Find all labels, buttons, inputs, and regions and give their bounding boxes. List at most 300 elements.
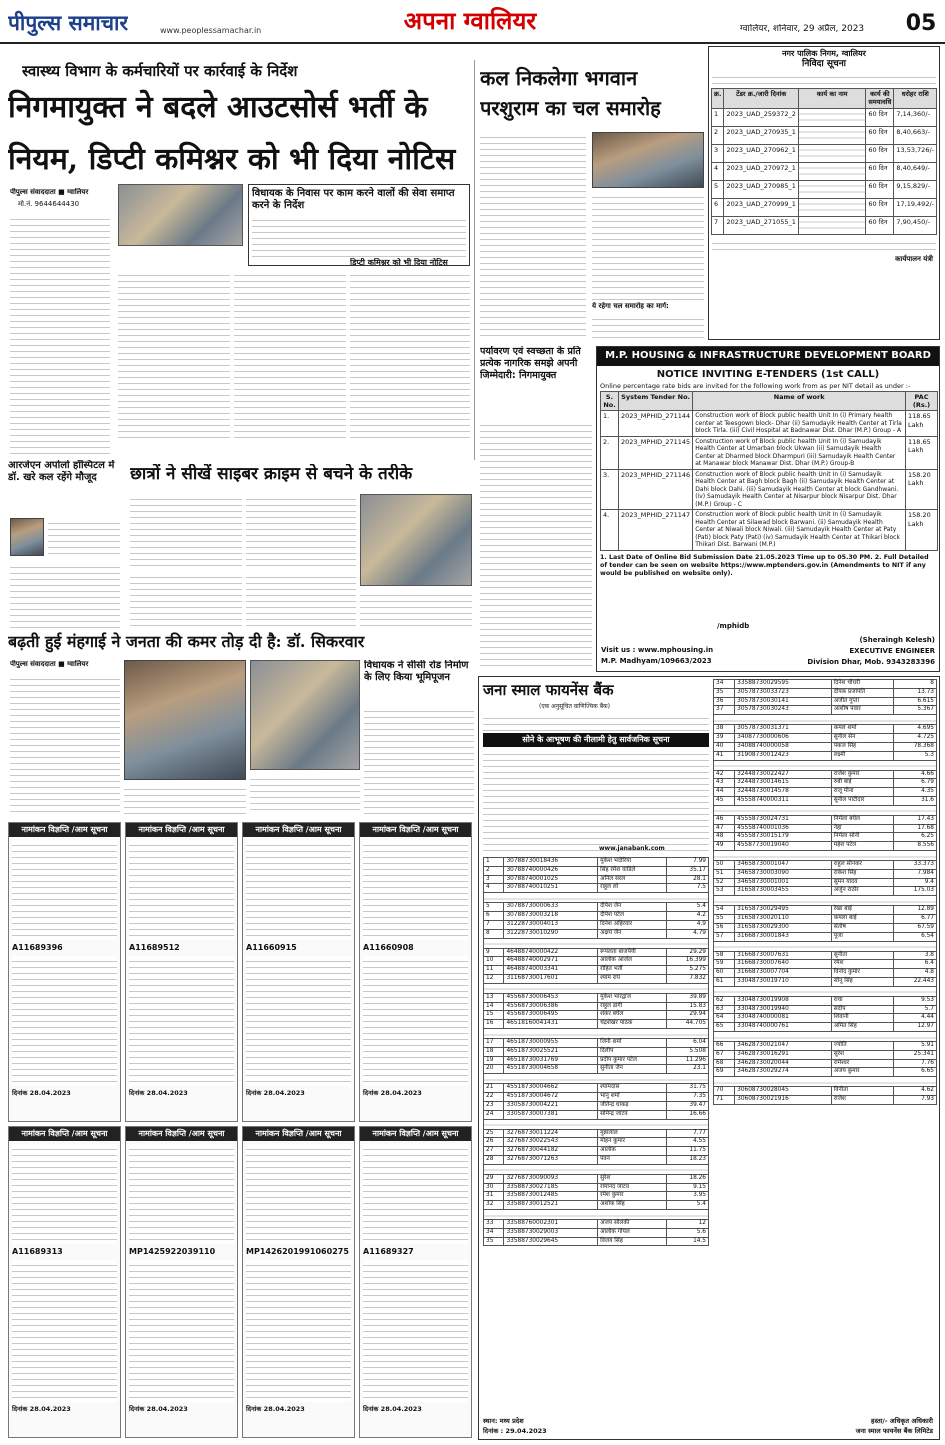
jana-cell: राजेश कुमार [831,770,893,779]
jana-row [714,869,937,878]
jana-cell: 7.5 [667,884,709,893]
jana-cell: 46488740003341 [504,966,598,975]
tender-cell: 7,14,360/- [894,108,937,126]
classified-title: नामांकन विज्ञप्ति /आम सूचना [9,1127,120,1141]
environment-body [480,420,592,670]
jana-cell: 45558740000311 [735,796,832,805]
parshuram-route-subhead: ये रहेगा चल समारोह का मार्ग: [592,302,669,310]
jana-branch-row [714,851,937,861]
jana-branch-row [714,896,937,906]
jana-cell: 45 [714,796,735,805]
jana-cell: 38 [714,725,735,734]
jana-cell: 61 [714,977,735,986]
tender-cell: 7 [712,216,724,234]
classified-body [129,1260,234,1402]
jana-cell: निर्मला सोनी [831,833,893,842]
jana-row [484,1220,709,1229]
jana-cell: 18.23 [667,1155,709,1164]
mphidb-cell: 158.20 Lakh [906,510,938,551]
jana-cell: रेखा बाई [831,906,893,915]
mphidb-row [601,469,938,510]
jana-branch-address [714,1032,937,1042]
mphidb-row [601,436,938,469]
tender-row [712,216,937,234]
apollo-headline: आरजेएन अपोलो हॉस्पिटल में डॉ. खरे कल रहेंगे मौजूद [8,460,115,483]
jana-row [714,1096,937,1105]
jana-website[interactable]: www.janabank.com [599,845,665,852]
jana-cell: 33588730012485 [504,1192,598,1201]
jana-row [714,680,937,689]
mphidb-footer: 1. Last Date of Online Bid Submission Date 21.05.2023 Time up to 05.30 PM. 2. Full Detailed of tender can be seen on website https://www.mptenders.gov.in (Amendments to NIT if any would be published on website only). [600,553,929,577]
page-number: 05 [902,10,940,38]
jana-cell: 8 [484,929,504,938]
jana-cell: 6.04 [667,1039,709,1048]
jana-row [714,751,937,760]
jana-cell: 30788730003218 [504,912,598,921]
classified-notice [125,822,238,1122]
jana-row [484,1093,709,1102]
jana-row [714,770,937,779]
jana-cell: श्यामदास [598,1084,667,1093]
jana-cell: कमला बाई [831,915,893,924]
jana-cell: 48 [714,833,735,842]
classified-notice [242,822,355,1122]
tender-notice-table [711,88,937,234]
jana-row [484,1101,709,1110]
classified-reference: A11689396 [12,943,63,952]
environment-headline: पर्यावरण एवं स्वच्छता के प्रति प्रत्येक नागरिक समझे अपनी जिम्मेदारी: निगमायुक्त [480,346,581,381]
jana-cell: 6.25 [893,833,936,842]
lead-kicker: स्वास्थ्य विभाग के कर्मचारियों पर कार्रवाई के निर्देश [22,62,298,80]
jana-branch-row [484,938,709,948]
tender-cell: 60 दिन [866,198,894,216]
apollo-body-b [10,562,120,632]
classified-reference: A11660908 [363,943,414,952]
jana-cell: आलोक [598,1147,667,1156]
jana-cell: 31228730010290 [504,929,598,938]
jana-cell: 14 [484,1002,504,1011]
road-photo [250,660,360,770]
jana-cell: 34628730021047 [735,1042,832,1051]
jana-cell: 9.15 [667,1183,709,1192]
jana-branch-address [714,805,937,815]
jana-cell: 45568730006453 [504,993,598,1002]
jana-cell: 69 [714,1068,735,1077]
tender-th-no: टेंडर क्र./जारी दिनांक [724,89,798,108]
jana-branch-row [714,986,937,996]
classified-date: दिनांक 28.04.2023 [12,1405,71,1413]
masthead-url[interactable]: www.peoplessamachar.in [160,26,262,35]
jana-cell: 34628730029274 [735,1068,832,1077]
jana-cell: 6.65 [893,1068,936,1077]
tender-cell: 2023_UAD_270962_1 [724,144,798,162]
tender-notice-intro [712,72,936,86]
jana-branch-row [484,893,709,903]
road-caption [250,774,360,814]
tender-row [712,144,937,162]
lead-mobile: मो.नं. 9644644430 [18,200,80,208]
tender-cell: 1 [712,108,724,126]
jana-cell: 5.6 [667,1228,709,1237]
parshuram-body-col2 [592,192,704,304]
jana-branch-row [714,760,937,770]
jana-cell: रमेश [831,960,893,969]
jana-cell: 7.832 [667,974,709,983]
jana-cell: 30608730028045 [735,1087,832,1096]
jana-cell: 4.2 [667,912,709,921]
jana-cell: 29 [484,1174,504,1183]
jana-branch-row [714,941,937,951]
jana-branch-address [484,893,709,903]
jana-cell: शिवानी [831,1014,893,1023]
jana-row [714,1042,937,1051]
jana-cell: 6.79 [893,779,936,788]
tender-cell: 2023_UAD_259372_2 [724,108,798,126]
jana-row [714,969,937,978]
mphidb-cell: Construction work of Block public health Unit In (i) Samudayik Health Center at Silawad block Barwani. (ii) Samudayik Health Center at Niwali block Niwali. (iii) Samudayik Health Center at Paty (Pati) block Paty (Pati) (iv) Samudayik Health Center at Thikari block Thikari Dist. Barwani (M.P.) [693,510,906,551]
jana-row [484,920,709,929]
jana-cell: 6 [484,912,504,921]
jana-cell: 46518730000955 [504,1039,598,1048]
jana-cell: रोहित भर्ती [598,966,667,975]
jana-cell: 45587730019040 [735,842,832,851]
jana-row [714,1050,937,1059]
tender-cell: 8,40,663/- [894,126,937,144]
classified-title: नामांकन विज्ञप्ति /आम सूचना [243,823,354,837]
jana-cell: 32768730044182 [504,1147,598,1156]
jana-footer-date: दिनांक : 29.04.2023 [483,1426,547,1435]
jana-row [714,906,937,915]
jana-cell: 46518160041431 [504,1020,598,1029]
jana-cell: 17.43 [893,815,936,824]
jana-cell: रामानंद जाटव [598,1183,667,1192]
jana-cell: 13.73 [893,688,936,697]
jana-cell: 16.399 [667,957,709,966]
jana-cell: 4.8 [893,969,936,978]
jana-cell: पवन [598,1155,667,1164]
classified-date: दिनांक 28.04.2023 [246,1405,305,1413]
jana-branch-address [484,1029,709,1039]
jana-cell: 4.9 [667,920,709,929]
inflation-byline: पीपुल्स संवाददाता ■ ग्वालियर [10,660,89,668]
jana-cell: 32448730022427 [735,770,832,779]
jana-cell: 19 [484,1056,504,1065]
jana-cell: 34 [484,1228,504,1237]
jana-cell: सोनू सिंह [831,977,893,986]
jana-cell: अजय कुमार [831,1068,893,1077]
inflation-caption [124,784,246,814]
jana-cell: 30788740000426 [504,866,598,875]
jana-cell: 34658730003090 [735,869,832,878]
jana-row [484,948,709,957]
tender-notice-footer [712,238,936,252]
cyber-headline: छात्रों ने सीखें साइबर क्राइम से बचने के तरीके [130,464,413,484]
jana-cell: 45518730004662 [504,1084,598,1093]
tender-work-cell [798,126,865,144]
road-body [364,706,474,814]
jana-cell: 6.54 [893,932,936,941]
jana-cell: 2 [484,866,504,875]
mphidb-sign-div: Division Dhar, Mob. 9343283396 [807,658,935,667]
jana-row [714,932,937,941]
classified-body [363,1260,468,1402]
jana-cell: 33588730012521 [504,1201,598,1210]
jana-cell: 46 [714,815,735,824]
jana-cell: नेहा [831,824,893,833]
jana-cell: 63 [714,1005,735,1014]
jana-cell: 25 [484,1129,504,1138]
jana-cell: 1 [484,858,504,867]
jana-cell: मुन्नालाल [598,1129,667,1138]
road-headline: विधायक ने सीसी रोड निर्माण के लिए किया भूमिपूजन [364,660,469,683]
classified-date: दिनांक 28.04.2023 [363,1089,422,1097]
jana-cell: 4.35 [893,788,936,797]
jana-cell: सोमेन्द्र जाटव [598,1110,667,1119]
jana-row [484,957,709,966]
classified-notice [359,822,472,1122]
jana-cell: दीपेश जैन [598,903,667,912]
tender-notice-signature: कार्यपालन यंत्री [895,254,933,263]
jana-left-table [483,857,709,1246]
classifieds-row-1 [8,822,474,1122]
jana-row [714,977,937,986]
jana-cell: 52 [714,878,735,887]
jana-row [484,1183,709,1192]
jana-row [714,706,937,715]
jana-cell: 33058730004221 [504,1101,598,1110]
jana-cell: 44.705 [667,1020,709,1029]
jana-row [714,697,937,706]
mphidb-cell: 1. [601,411,619,437]
mphidb-cell: 118.65 Lakh [906,411,938,437]
mphidb-sign-title: EXECUTIVE ENGINEER [849,647,935,656]
jana-cell: 31668730007631 [735,951,832,960]
classified-title: नामांकन विज्ञप्ति /आम सूचना [126,823,237,837]
tender-notice-org: नगर पालिक निगम, ग्वालियर [782,49,866,58]
tender-th-emd: धरोहर राशि [894,89,937,108]
jana-cell: 36 [714,697,735,706]
jana-cell: 175.03 [893,887,936,896]
mphidb-table [600,391,938,551]
jana-cell: 30788740010251 [504,884,598,893]
jana-row [484,1228,709,1237]
jana-cell: 23.1 [667,1065,709,1074]
classified-body [129,840,234,940]
jana-cell: राधा [831,996,893,1005]
jana-row [714,923,937,932]
lead-body-col1 [10,214,110,454]
jana-cell: 42 [714,770,735,779]
jana-bank-name: जना स्माल फायनेंस बैंक [483,681,614,699]
classified-date: दिनांक 28.04.2023 [129,1089,188,1097]
tender-work-cell [798,162,865,180]
tender-cell: 7,90,450/- [894,216,937,234]
jana-cell: 33048740000761 [735,1023,832,1032]
jana-cell: 33048730019908 [735,996,832,1005]
jana-branch-row [484,983,709,993]
jana-cell: 31.6 [893,796,936,805]
jana-cell: सुनीता जैन [598,1065,667,1074]
jana-cell: 5.275 [667,966,709,975]
jana-branch-address [714,986,937,996]
jana-cell: 5.91 [893,1042,936,1051]
jana-cell: 33048740000081 [735,1014,832,1023]
mphidb-handle[interactable]: /mphidb [717,622,750,631]
masthead [0,0,945,44]
classifieds-row-2 [8,1126,474,1438]
jana-branch-address [714,941,937,951]
jana-row [484,912,709,921]
classified-title: नामांकन विज्ञप्ति /आम सूचना [9,823,120,837]
jana-bank-address [483,713,709,731]
parshuram-body-col1 [480,132,586,340]
tender-cell: 2023_UAD_270972_1 [724,162,798,180]
jana-cell: 5.7 [893,1005,936,1014]
jana-row [484,966,709,975]
jana-footer-sign: हस्ता/- अधिकृत अधिकारी [871,1416,933,1425]
jana-cell: 45568730006386 [504,1002,598,1011]
mphidb-visit[interactable]: Visit us : www.mphousing.in [601,646,714,655]
jana-cell: 23 [484,1101,504,1110]
jana-cell: पंकज सिंह [831,742,893,751]
parshuram-photo [592,132,704,188]
tender-cell: 60 दिन [866,216,894,234]
jana-row [484,903,709,912]
jana-cell: 47 [714,824,735,833]
jana-cell: 34628730020044 [735,1059,832,1068]
jana-row [484,1002,709,1011]
jana-cell: 32448730014615 [735,779,832,788]
jana-cell: 7.93 [893,1096,936,1105]
jana-row [714,1068,937,1077]
jana-cell: 33588730029003 [504,1228,598,1237]
jana-cell: अजय सोलंकी [598,1220,667,1229]
jana-cell: 3.8 [893,951,936,960]
jana-cell: 26 [484,1138,504,1147]
jana-cell: 30788740001025 [504,875,598,884]
tender-work-cell [798,144,865,162]
jana-row [484,1011,709,1020]
lead-body-col2 [118,270,230,438]
jana-branch-address [484,1074,709,1084]
mphidb-cell: 4. [601,510,619,551]
jana-cell: 59 [714,960,735,969]
jana-branch-row [484,1164,709,1174]
jana-cell: विनोद कुमार [831,969,893,978]
jana-row [714,742,937,751]
jana-row [484,1129,709,1138]
jana-cell: 55 [714,915,735,924]
tender-cell: 60 दिन [866,180,894,198]
jana-cell: 37 [714,706,735,715]
parshuram-headline-2: परशुराम का चल समारोह [480,96,661,120]
classified-body [129,956,234,1086]
jana-cell: 30578730031371 [735,725,832,734]
jana-cell: 28 [484,1155,504,1164]
jana-row [714,734,937,743]
jana-cell: 33.373 [893,861,936,870]
jana-cell: 34658730001001 [735,878,832,887]
jana-cell: श्याम राय [598,974,667,983]
lead-photo [118,184,243,246]
jana-cell: 31668730007640 [735,960,832,969]
jana-branch-row [484,1210,709,1220]
jana-cell: दिलीप [598,1047,667,1056]
jana-cell: 70 [714,1087,735,1096]
jana-cell: 45518730004658 [504,1065,598,1074]
jana-cell: 30788730018436 [504,858,598,867]
classified-body [129,1144,234,1244]
jana-cell: 28.1 [667,875,709,884]
jana-cell: 4.66 [893,770,936,779]
jana-cell: 32768730011224 [504,1129,598,1138]
jana-cell: 33588760002301 [504,1220,598,1229]
lead-headline-1: निगमायुक्त ने बदले आउटसोर्स भर्ती के [8,90,428,125]
jana-cell: 45568730006495 [504,1011,598,1020]
jana-branch-address [484,1164,709,1174]
jana-cell: 9.4 [893,878,936,887]
masthead-date: ग्वालियर, शनिवार, 29 अप्रैल, 2023 [740,24,865,34]
tender-work-cell [798,216,865,234]
jana-cell: 22 [484,1093,504,1102]
jana-cell: 30 [484,1183,504,1192]
jana-cell: 33588730027185 [504,1183,598,1192]
jana-cell: सुनीता [831,951,893,960]
jana-cell: 9 [484,948,504,957]
jana-cell: 4.62 [893,1087,936,1096]
classified-body [12,840,117,940]
jana-bank-subtitle: (एक अनुसूचित वाणिज्यिक बैंक) [539,703,610,710]
classified-date: दिनांक 28.04.2023 [129,1405,188,1413]
jana-row [714,960,937,969]
tender-cell: 4 [712,162,724,180]
jana-row [484,1174,709,1183]
column-rule [474,60,475,460]
lead-headline-2: नियम, डिप्टी कमिश्नर को भी दिया नोटिस [8,142,456,177]
jana-cell: 9.53 [893,996,936,1005]
lead-box-title: विधायक के निवास पर काम करने वालों की सेवा समाप्त करने के निर्देश [252,188,455,211]
jana-cell: 12 [667,1220,709,1229]
jana-cell: 32768730022543 [504,1138,598,1147]
jana-cell: 78.368 [893,742,936,751]
jana-row [484,1138,709,1147]
jana-branch-address [714,1077,937,1087]
jana-cell: प्रदीप कुमार पटेल [598,1056,667,1065]
jana-cell: राहुल सोनकर [831,861,893,870]
jana-cell: 12.97 [893,1023,936,1032]
mphidb-cell: 2023_MPHID_271147 [619,510,693,551]
jana-cell: 4.44 [893,1014,936,1023]
jana-cell: 31658730003455 [735,887,832,896]
jana-row [714,996,937,1005]
jana-cell: 25.341 [893,1050,936,1059]
jana-row [714,779,937,788]
jana-cell: दीपेश पटेल [598,912,667,921]
jana-branch-address [484,938,709,948]
jana-cell: 31668730001843 [735,932,832,941]
tender-row [712,198,937,216]
jana-table [713,679,937,1105]
lead-body-col3 [234,270,346,438]
tender-row [712,162,937,180]
jana-cell: विजय सिंह [598,1237,667,1246]
jana-cell: मुकेश भदौरिया [598,858,667,867]
jana-row [484,1020,709,1029]
jana-row [714,1059,937,1068]
jana-cell: 31.75 [667,1084,709,1093]
jana-row [714,688,937,697]
mphidb-notice [596,346,940,672]
